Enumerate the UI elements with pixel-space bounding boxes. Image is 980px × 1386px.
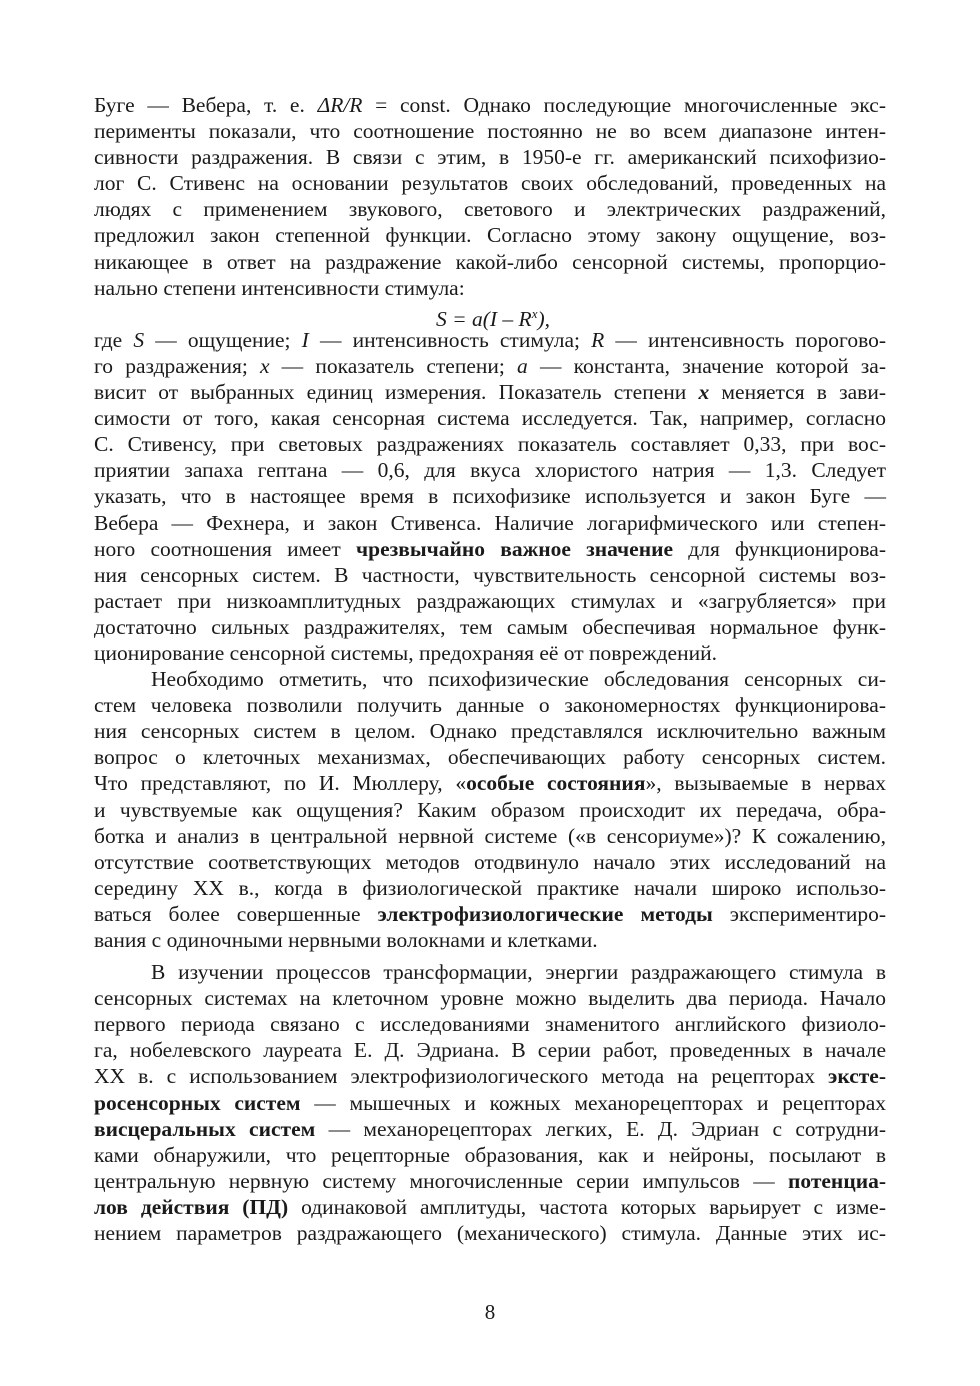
text-line: предложил закон степенной функции. Согласно этому закону ощущение, воз- <box>94 223 886 248</box>
text-line: приятии запаха гептана — 0,6, для вкуса хлористого натрия — 1,3. Следует <box>94 458 886 483</box>
text-line: ния сенсорных систем в целом. Однако представлялся исключительно важным <box>94 719 886 744</box>
text-line: XX в. с использованием электрофизиологического метода на рецепторах экстe- <box>94 1064 886 1089</box>
text-line: перименты показали, что соотношение постоянно не во всем диапазоне интен- <box>94 119 886 144</box>
text-line: Что представляют, по И. Мюллеру, «особые состояния», вызываемые в нервах <box>94 771 886 796</box>
text-line: растает при низкоамплитудных раздражающих стимулах и «загрубляется» при <box>94 588 886 613</box>
text-line: никающее в ответ на раздражение какой-либо сенсорной системы, пропорцио- <box>94 249 886 274</box>
text-line: центральную нервную систему многочисленные серии импульсов — потенциа- <box>94 1168 886 1193</box>
text-line: середину XX в., когда в физиологической практике начали широко использо- <box>94 875 886 900</box>
text-line: отсутствие соответствующих методов отодвинуло начало этих исследований на <box>94 849 886 874</box>
text-line: висит от выбранных единиц измерения. Показатель степени x меняется в зави- <box>94 380 886 405</box>
text-line: ботка и анализ в центральной нервной системе («в сенсориуме»)? К сожалению, <box>94 823 886 848</box>
text-line: Необходимо отметить, что психофизические обследования сенсорных си- <box>151 667 886 692</box>
text-line: нением параметров раздражающего (механического) стимула. Данные этих ис- <box>94 1221 886 1246</box>
text-line: и чувствуемые как ощущения? Каким образом происходит их передача, обра- <box>94 797 886 822</box>
text-line: В изучении процессов трансформации, энергии раздражающего стимула в <box>151 960 886 985</box>
text-line: С. Стивенсу, при световых раздражениях показатель составляет 0,33, при вос- <box>94 432 886 457</box>
text-line: стем человека позволили получить данные о закономерностях функционирова- <box>94 693 886 718</box>
text-line: ками обнаружили, что рецепторные образования, как и нейроны, посылают в <box>94 1142 886 1167</box>
text-line: нально степени интенсивности стимула: <box>94 275 465 300</box>
text-line: первого периода связано с исследованиями знаменитого английского физиоло- <box>94 1012 886 1037</box>
text-line: Буге — Вебера, т. е. ΔR/R = const. Однако последующие многочисленные экс- <box>94 93 886 117</box>
text-line: ваться более совершенные электрофизиологические методы экспериментиро- <box>94 901 887 926</box>
text-line: людях с применением звукового, светового и электрических раздражений, <box>94 197 886 222</box>
page-body <box>94 92 886 1246</box>
text-line: сенсорных системах на клеточном уровне можно выделить два периода. Начало <box>94 986 886 1011</box>
text-line: Вебера — Фехнера, и закон Стивенса. Наличие логарифмического или степен- <box>94 510 886 535</box>
text-line: ционирование сенсорной системы, предохраняя её от повреждений. <box>94 640 717 665</box>
text-line: вопрос о клеточных механизмах, обеспечивающих работу сенсорных систем. <box>94 745 886 770</box>
text-line: го раздражения; x — показатель степени; a — константа, значение которой за- <box>94 353 886 378</box>
text-line: симости от того, какая сенсорная система исследуется. Так, например, согласно <box>94 406 886 431</box>
page-number: 8 <box>484 1300 496 1324</box>
text-line: указать, что в настоящее время в психофизике используется и закон Буге — <box>94 484 886 509</box>
text-line: где S — ощущение; I — интенсивность стимула; R — интенсивность порогово- <box>94 327 887 352</box>
text-line: ния сенсорных систем. В частности, чувствительность сенсорной системы воз- <box>94 562 886 587</box>
text-line: вания с одиночными нервными волокнами и клетками. <box>94 928 598 952</box>
text-line: ного соотношения имеет чрезвычайно важное значение для функционирова- <box>94 536 887 561</box>
text-line: достаточно сильных раздражителях, тем самым обеспечивая нормальное функ- <box>94 614 886 639</box>
text-line: сивности раздражения. В связи с этим, в 1950-е гг. американский психофизио- <box>94 145 886 170</box>
text-line: га, нобелевского лауреата Е. Д. Эдриана. В серии работ, проведенных в начале <box>94 1038 886 1063</box>
formula: $S = a(I - R^x)$, <box>435 305 551 331</box>
text-line: лов действия (ПД) одинаковой амплитуды, частота которых варьирует с изме- <box>94 1194 887 1219</box>
text-line: росенсорных систем — мышечных и кожных механорецепторах и рецепторах <box>94 1090 886 1115</box>
text-line: лог С. Стивенс на основании результатов своих обследований, проведенных на <box>94 171 886 196</box>
text-line: висцеральных систем — механорецепторах легких, Е. Д. Эдриан с сотрудни- <box>94 1116 886 1141</box>
